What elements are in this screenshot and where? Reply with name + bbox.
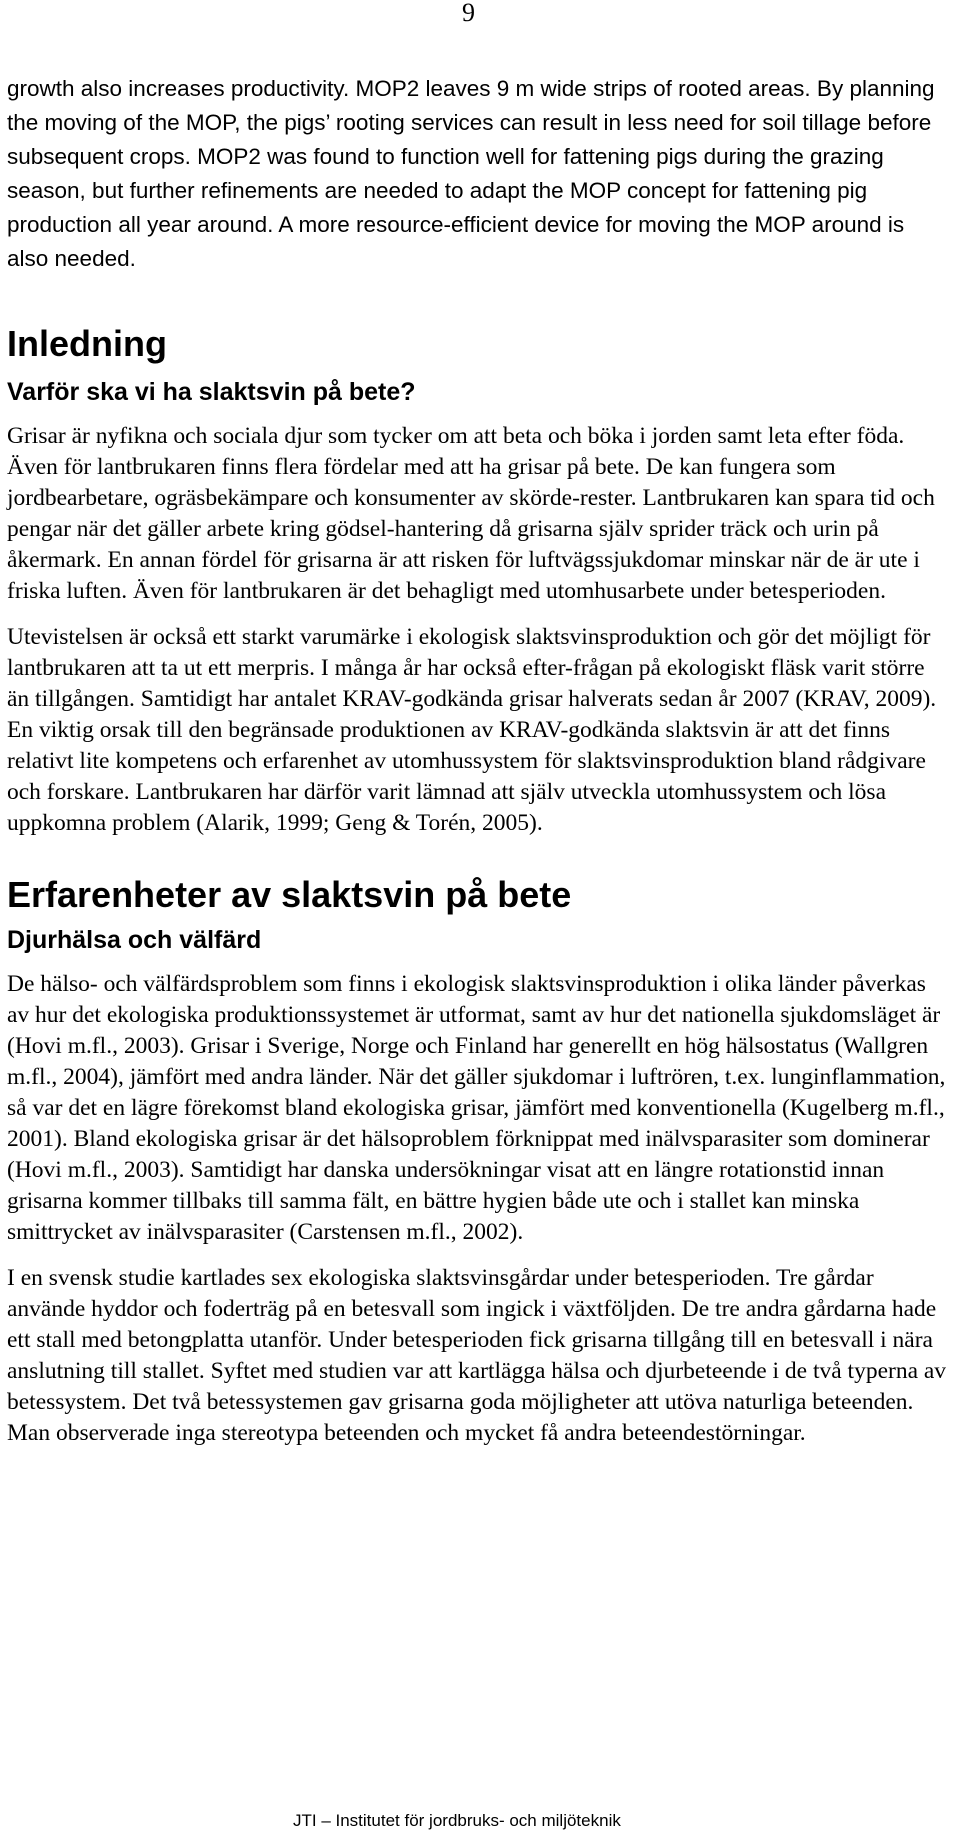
subheading-djurhalsa: Djurhälsa och välfärd [7, 926, 262, 954]
body-paragraph-erfarenheter-1: De hälso- och välfärdsproblem som finns i ekologisk slaktsvinsproduktion i olika länder påverkas av hur det ekologiska produktionssystemet är utformat, samt av hur det nationella sjukdomsläget är (Hovi m.fl., 2003). Grisar i Sverige, Norge och Finland har generellt en hög hälsostatus (Wallgren m.fl., 2004), jämfört med andra länder. När det gäller sjukdomar i luftrören, t.ex. lunginflammation, så var det en lägre förekomst bland ekologiska grisar, jämfört med konventionella (Kugelberg m.fl., 2001). Bland ekologiska grisar är det hälsoproblem förknippat med inälvsparasiter som dominerar (Hovi m.fl., 2003). Samtidigt har danska undersökningar visat att en längre rotationstid innan grisarna kommer tillbaks till samma fält, en bättre hygien både ute och i stallet kan minska smittrycket av inälvsparasiter (Carstensen m.fl., 2002). [7, 971, 946, 1245]
body-paragraph-inledning-2: Utevistelsen är också ett starkt varumärke i ekologisk slaktsvinsproduktion och gör det möjligt för lantbrukaren att ta ut ett merpris. I många år har också efter-frågan på ekologiskt fläsk varit större än tillgången. Samtidigt har antalet KRAV-godkända grisar halverats sedan år 2007 (KRAV, 2009). En viktig orsak till den begränsade produktionen av KRAV-godkända slaktsvin är att det finns relativt lite kompetens och erfarenhet av utomhussystem för slaktsvinsproduktion bland rådgivare och forskare. Lantbrukaren har därför varit lämnad att själv utveckla utomhussystem och lösa uppkomna problem (Alarik, 1999; Geng & Torén, 2005). [7, 624, 937, 836]
summary-end-paragraph: growth also increases productivity. MOP2 leaves 9 m wide strips of rooted areas. By planning the moving of the MOP, the pigs’ rooting services can result in less need for soil tillage before subsequent crops. MOP2 was found to function well for fattening pigs during the grazing season, but further refinements are needed to adapt the MOP concept for fattening pig production all year around. A more resource-efficient device for moving the MOP around is also needed. [7, 76, 935, 271]
page-content [7, 72, 955, 1449]
page-number: 9 [462, 0, 475, 27]
subheading-varfor-bete: Varför ska vi ha slaktsvin på bete? [7, 378, 416, 406]
section-heading-inledning: Inledning [7, 323, 167, 364]
body-paragraph-inledning-1: Grisar är nyfikna och sociala djur som tycker om att beta och böka i jorden samt leta efter föda. Även för lantbrukaren finns flera fördelar med att ha grisar på bete. De kan fungera som jordbearbetare, ogräsbekämpare och konsumenter av skörde-rester. Lantbrukaren kan spara tid och pengar när det gäller arbete kring gödsel-hantering då grisarna själv sprider träck och urin på åkermark. En annan fördel för grisarna är att risken för luftvägssjukdomar minskar när de är ute i friska luften. Även för lantbrukaren är det behagligt med utomhusarbete under betesperioden. [7, 423, 935, 604]
section-heading-erfarenheter: Erfarenheter av slaktsvin på bete [7, 874, 572, 915]
page-footer: JTI – Institutet för jordbruks- och miljöteknik [293, 1811, 621, 1830]
body-paragraph-erfarenheter-2: I en svensk studie kartlades sex ekologiska slaktsvinsgårdar under betesperioden. Tre gårdar använde hyddor och foderträg på en betesvall som ingick i växtföljden. De tre andra gårdarna hade ett stall med betongplatta utanför. Under betesperioden fick grisarna tillgång till en betesvall i nära anslutning till stallet. Syftet med studien var att kartlägga hälsa och djurbeteende i de två typerna av betessystem. Det två betessystemen gav grisarna goda möjligheter att utöva naturliga beteenden. Man observerade inga stereotypa beteenden och mycket få andra beteendestörningar. [7, 1265, 947, 1446]
